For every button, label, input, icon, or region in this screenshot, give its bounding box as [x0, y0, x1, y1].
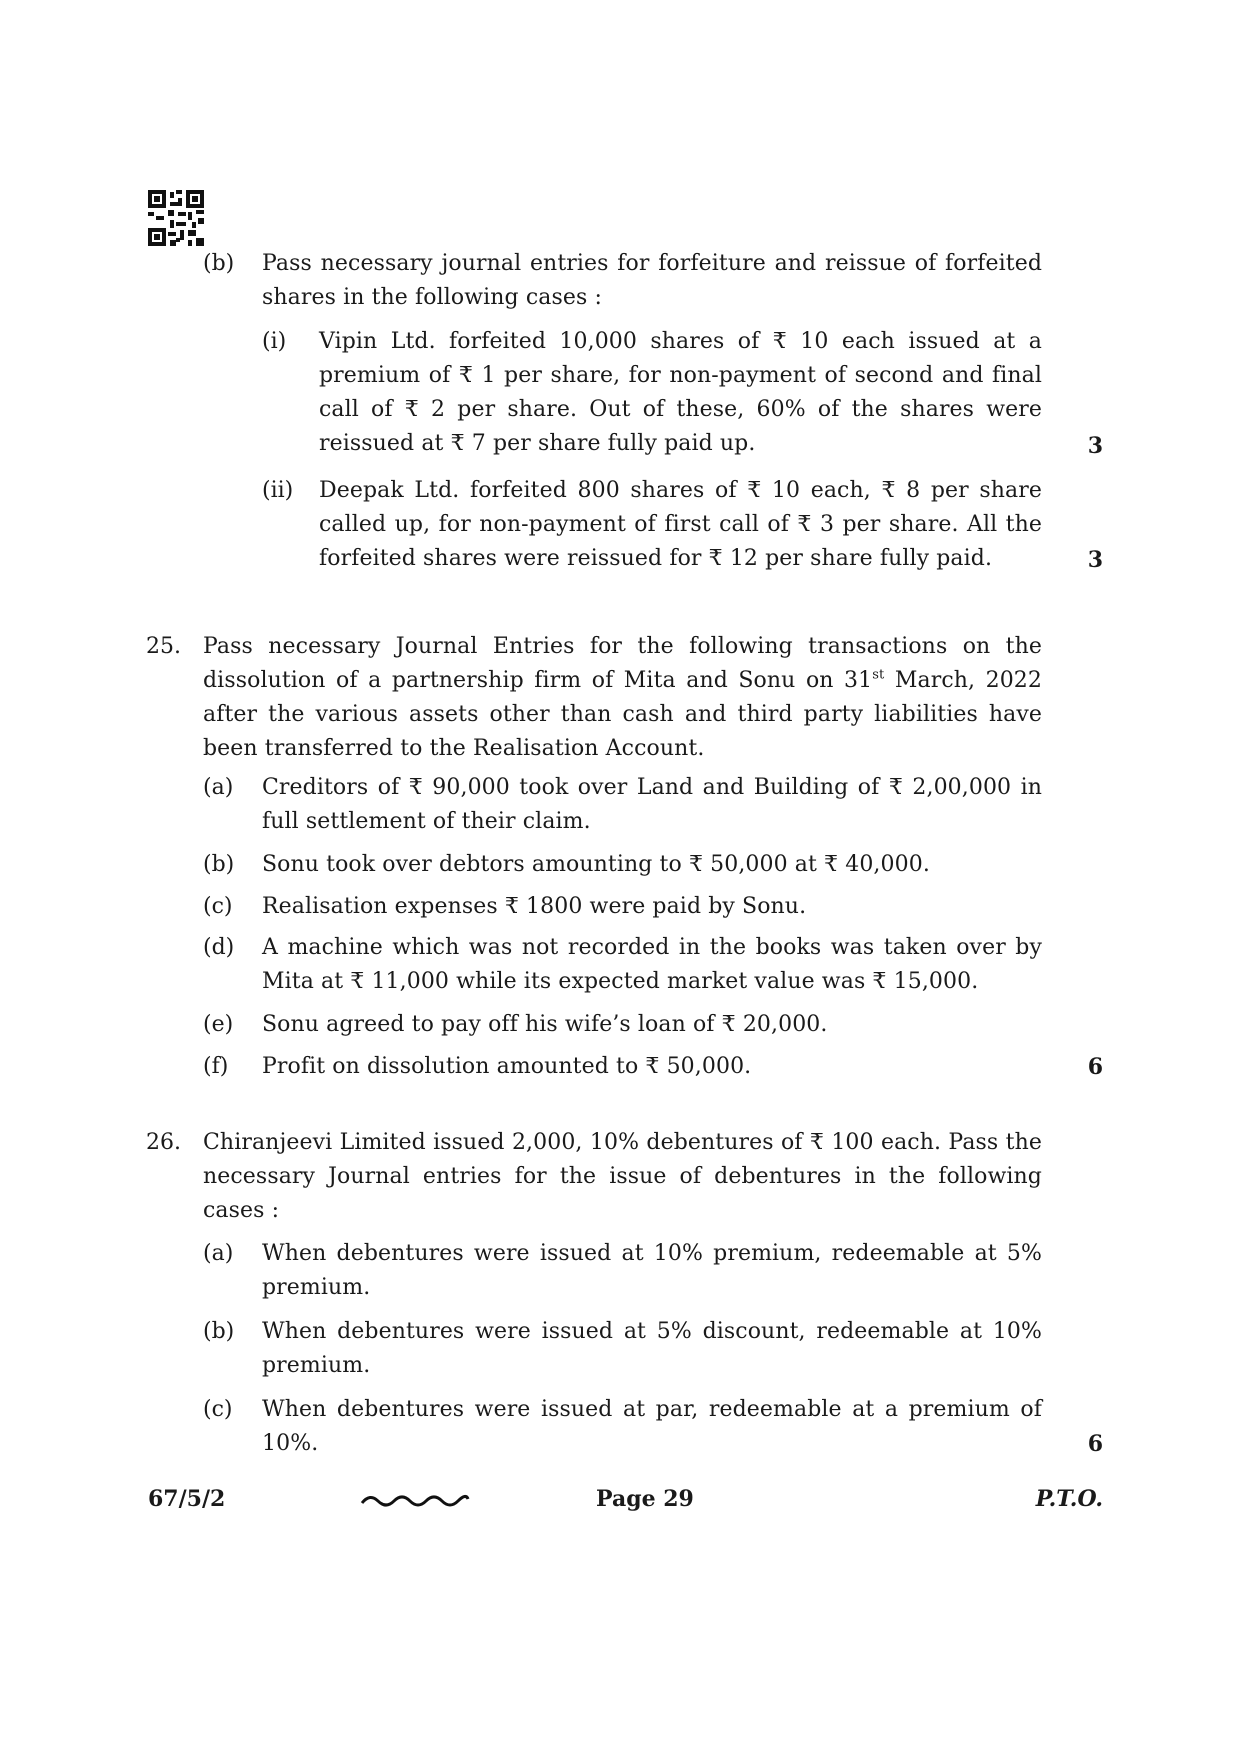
item-text: Creditors of ₹ 90,000 took over Land and Building of ₹ 2,00,000 in full settlement of their claim.	[262, 775, 1042, 834]
pto-text: P.T.O.	[1035, 1486, 1103, 1512]
item-label: (f)	[203, 1054, 229, 1079]
item-label: (d)	[203, 935, 235, 960]
item-label: (a)	[203, 1241, 234, 1266]
item-text: Profit on dissolution amounted to ₹ 50,000.	[262, 1054, 752, 1079]
marks: 6	[1087, 1431, 1103, 1457]
item-label: (b)	[203, 852, 235, 877]
item-text: When debentures were issued at 5% discount, redeemable at 10% premium.	[262, 1319, 1042, 1378]
item-label: (b)	[203, 1319, 235, 1344]
q25-text: Pass necessary Journal Entries for the following transactions on the dissolution of a partnership firm of Mita and Sonu on 31st March, 2022 after the various assets other than cash and third party liabilities have been transferred to the Realisation Account.	[203, 634, 1042, 761]
marks: 3	[1087, 433, 1103, 459]
q24b-text: Pass necessary journal entries for forfeiture and reissue of forfeited shares in the following cases :	[262, 251, 1042, 310]
marks: 3	[1087, 547, 1103, 573]
item-text: When debentures were issued at par, redeemable at a premium of 10%.	[262, 1397, 1042, 1456]
question-number: 26.	[146, 1130, 181, 1155]
qr-code-icon	[148, 190, 204, 246]
item-label: (c)	[203, 894, 233, 919]
q24b-case-text: Vipin Ltd. forfeited 10,000 shares of ₹ 10 each issued at a premium of ₹ 1 per share, for non-payment of second and final call of ₹ 2 per share. Out of these, 60% of the shares were reissued at ₹ 7 per share fully paid up.	[319, 329, 1042, 456]
item-label: (c)	[203, 1397, 233, 1422]
q26-text: Chiranjeevi Limited issued 2,000, 10% debentures of ₹ 100 each. Pass the necessary Journal entries for the issue of debentures in the following cases :	[203, 1130, 1042, 1223]
item-text: Sonu took over debtors amounting to ₹ 50,000 at ₹ 40,000.	[262, 852, 930, 877]
q24b-case-label: (i)	[262, 329, 287, 354]
item-text: Sonu agreed to pay off his wife’s loan of ₹ 20,000.	[262, 1012, 828, 1037]
question-number: 25.	[146, 634, 181, 659]
paper-code: 67/5/2	[148, 1486, 226, 1512]
q24b-case-label: (ii)	[262, 478, 294, 503]
item-label: (e)	[203, 1012, 234, 1037]
wave-divider-icon	[360, 1490, 470, 1512]
item-text: A machine which was not recorded in the books was taken over by Mita at ₹ 11,000 while its expected market value was ₹ 15,000.	[262, 935, 1042, 994]
page-number: Page 29	[596, 1486, 694, 1512]
item-text: When debentures were issued at 10% premium, redeemable at 5% premium.	[262, 1241, 1042, 1300]
q24b-label: (b)	[203, 251, 235, 276]
item-label: (a)	[203, 775, 234, 800]
q24b-case-text: Deepak Ltd. forfeited 800 shares of ₹ 10 each, ₹ 8 per share called up, for non-payment of first call of ₹ 3 per share. All the forfeited shares were reissued for ₹ 12 per share fully paid.	[319, 478, 1042, 571]
marks: 6	[1087, 1054, 1103, 1080]
item-text: Realisation expenses ₹ 1800 were paid by Sonu.	[262, 894, 807, 919]
